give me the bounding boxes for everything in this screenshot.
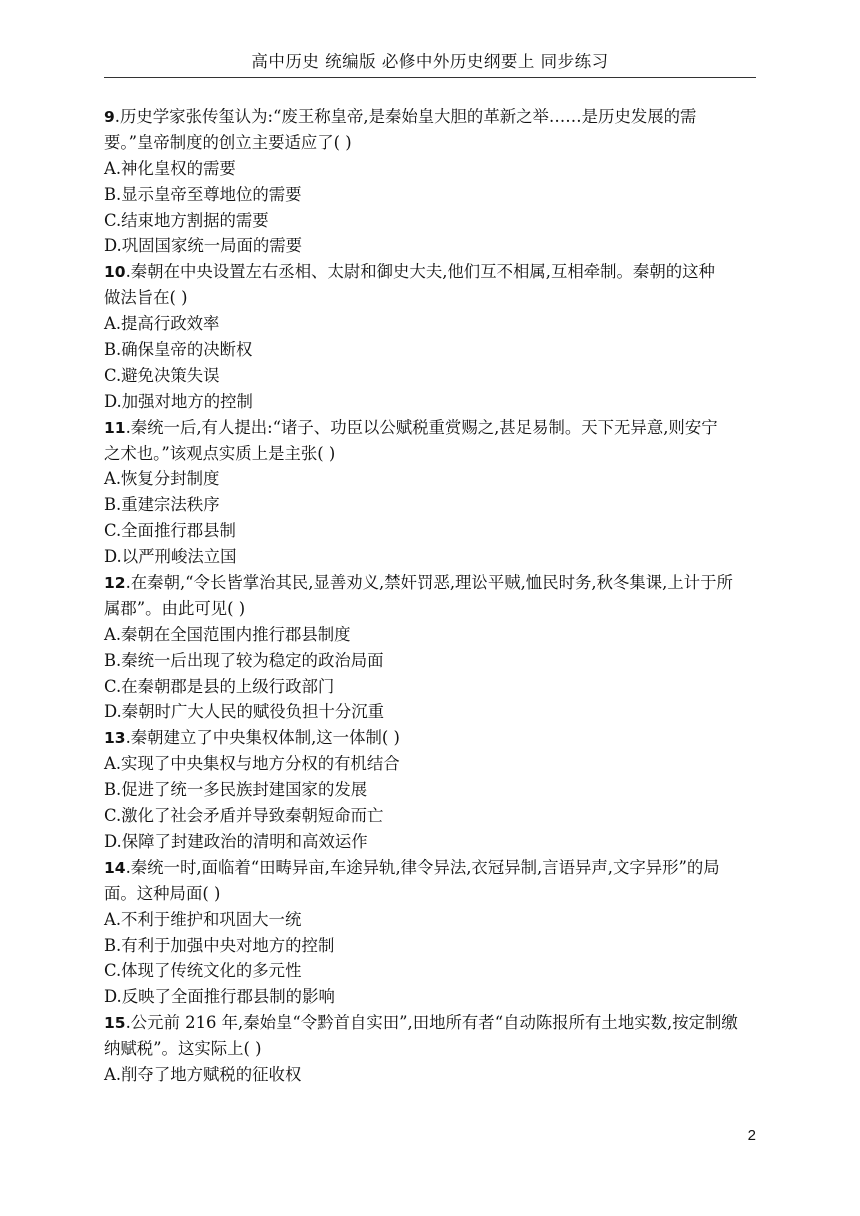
question-stem-text: .在秦朝,“令长皆掌治其民,显善劝义,禁奸罚恶,理讼平贼,恤民时务,秋冬集课,上计于所 <box>125 573 733 593</box>
answer-option: B.有利于加强中央对地方的控制 <box>104 935 335 955</box>
question-stem-line <box>104 1010 756 1036</box>
question-stem-text: 之术也。”该观点实质上是主张( ) <box>104 443 336 463</box>
question-14 <box>104 855 756 1010</box>
question-13 <box>104 725 756 854</box>
answer-option: C.在秦朝郡是县的上级行政部门 <box>104 676 335 696</box>
answer-option: C.避免决策失误 <box>104 365 220 385</box>
question-stem-text: .秦统一时,面临着“田畴异亩,车途异轨,律令异法,衣冠异制,言语异声,文字异形”的局 <box>125 857 720 877</box>
question-10 <box>104 259 756 414</box>
question-stem-line <box>104 855 756 881</box>
answer-option: B.确保皇帝的决断权 <box>104 340 253 360</box>
question-number: 15 <box>104 1014 126 1033</box>
question-number: 13 <box>104 729 126 748</box>
answer-option: B.促进了统一多民族封建国家的发展 <box>104 780 368 800</box>
answer-option: D.以严刑峻法立国 <box>104 547 237 567</box>
question-stem-line <box>104 130 756 156</box>
header-divider <box>104 77 756 78</box>
answer-option: B.秦统一后出现了较为稳定的政治局面 <box>104 650 384 670</box>
question-stem-line <box>104 1036 756 1062</box>
question-stem-text: 属郡”。由此可见( ) <box>104 598 246 618</box>
answer-option: A.不利于维护和巩固大一统 <box>104 909 302 929</box>
question-stem-line <box>104 441 756 467</box>
answer-option: C.激化了社会矛盾并导致秦朝短命而亡 <box>104 806 384 826</box>
answer-option: D.加强对地方的控制 <box>104 391 253 411</box>
answer-option: A.实现了中央集权与地方分权的有机结合 <box>104 754 400 774</box>
question-number: 11 <box>104 418 126 437</box>
question-number: 10 <box>104 263 126 282</box>
answer-option: A.提高行政效率 <box>104 314 220 334</box>
answer-option: B.显示皇帝至尊地位的需要 <box>104 184 302 204</box>
question-stem-line <box>104 596 756 622</box>
question-12 <box>104 570 756 725</box>
question-stem-text: .公元前 216 年,秦始皇“令黔首自实田”,田地所有者“自动陈报所有土地实数,按定制缴 <box>125 1013 738 1033</box>
answer-option: A.恢复分封制度 <box>104 469 220 489</box>
answer-option: C.体现了传统文化的多元性 <box>104 961 302 981</box>
answer-option: D.巩固国家统一局面的需要 <box>104 236 303 256</box>
question-9 <box>104 104 756 259</box>
question-list <box>104 104 756 1088</box>
question-number: 14 <box>104 858 126 877</box>
question-11 <box>104 415 756 570</box>
question-stem-text: .秦统一后,有人提出:“诸子、功臣以公赋税重赏赐之,甚足易制。天下无异意,则安宁 <box>125 417 718 437</box>
answer-option: D.保障了封建政治的清明和高效运作 <box>104 831 368 851</box>
question-stem-text: 纳赋税”。这实际上( ) <box>104 1039 262 1059</box>
question-stem-text: .历史学家张传玺认为:“废王称皇帝,是秦始皇大胆的革新之举……是历史发展的需 <box>114 107 697 126</box>
answer-option: C.结束地方割据的需要 <box>104 210 269 230</box>
question-stem-line <box>104 570 756 596</box>
question-stem-text: .秦朝在中央设置左右丞相、太尉和御史大夫,他们互不相属,互相牵制。秦朝的这种 <box>125 262 715 282</box>
question-number: 12 <box>104 574 126 593</box>
question-stem-text: 要。”皇帝制度的创立主要适应了( ) <box>104 132 352 152</box>
page-header: 高中历史 统编版 必修中外历史纲要上 同步练习 <box>251 52 609 71</box>
question-stem-line <box>104 881 756 907</box>
answer-option: D.反映了全面推行郡县制的影响 <box>104 987 335 1007</box>
question-stem-line <box>104 415 756 441</box>
question-number: 9 <box>104 108 115 126</box>
answer-option: A.削夺了地方赋税的征收权 <box>104 1064 302 1084</box>
question-stem-line <box>104 725 756 751</box>
answer-option: A.秦朝在全国范围内推行郡县制度 <box>104 624 351 644</box>
question-stem-text: 做法旨在( ) <box>104 288 188 308</box>
question-stem-text: 面。这种局面( ) <box>104 883 221 903</box>
question-15 <box>104 1010 756 1088</box>
question-stem-line <box>104 259 756 285</box>
answer-option: D.秦朝时广大人民的赋役负担十分沉重 <box>104 702 385 722</box>
question-stem-line <box>104 285 756 311</box>
question-stem-line <box>104 104 756 130</box>
answer-option: C.全面推行郡县制 <box>104 521 236 541</box>
answer-option: A.神化皇权的需要 <box>104 158 236 178</box>
page-number: 2 <box>747 1127 756 1144</box>
question-stem-text: .秦朝建立了中央集权体制,这一体制( ) <box>125 728 400 748</box>
answer-option: B.重建宗法秩序 <box>104 495 220 515</box>
